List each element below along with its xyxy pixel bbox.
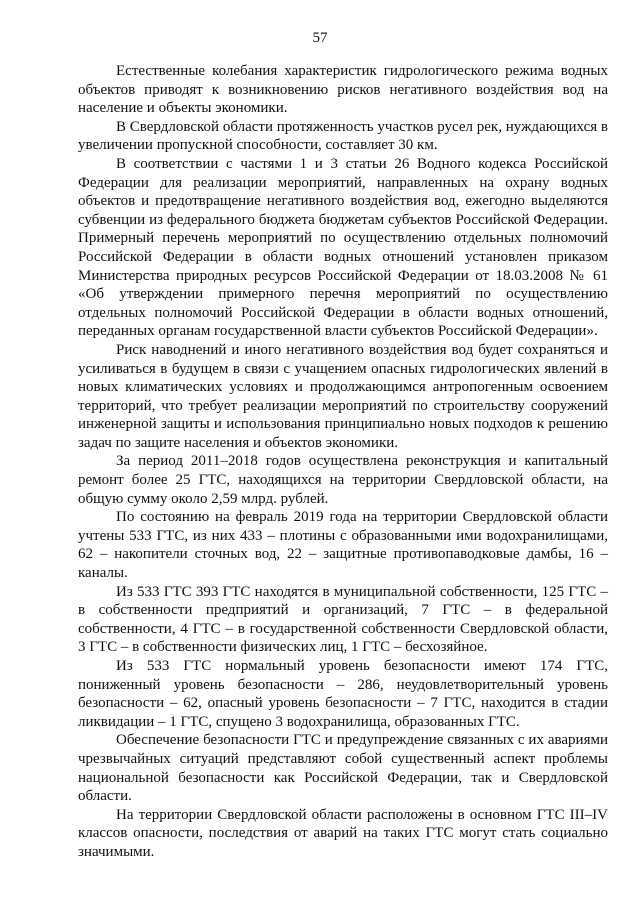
paragraph: В Свердловской области протяженность участков русел рек, нуждающихся в увеличении пропускной способности, составляет 30 км. xyxy=(78,118,608,154)
paragraph: На территории Свердловской области расположены в основном ГТС III–IV классов опасности, последствия от аварий на таких ГТС могут стать социально значимыми. xyxy=(78,806,608,860)
document-body xyxy=(78,62,608,862)
paragraph: Риск наводнений и иного негативного воздействия вод будет сохраняться и усиливаться в будущем в связи с учащением опасных гидрологических явлений в новых климатических условиях и продолжающимся антропогенным освоением территорий, что требует реализации мероприятий по строительству сооружений инженерной защиты и использования принципиально новых подходов к решению задач по защите населения и объектов экономики. xyxy=(78,341,608,451)
paragraph: В соответствии с частями 1 и 3 статьи 26 Водного кодекса Российской Федерации для реализации мероприятий, направленных на охрану водных объектов и предотвращение негативного воздействия вод, ежегодно выделяются субвенции из федерального бюджета бюджетам субъектов Российской Федерации. Примерный перечень мероприятий по осуществлению отдельных полномочий Российской Федерации в области водных отношений установлен приказом Министерства природных ресурсов Российской Федерации от 18.03.2008 № 61 «Об утверждении примерного перечня мероприятий по осуществлению отдельных полномочий Российской Федерации в области водных отношений, переданных органам государственной власти субъектов Российской Федерации». xyxy=(78,155,608,340)
paragraph: По состоянию на февраль 2019 года на территории Свердловской области учтены 533 ГТС, из них 433 – плотины с образованными ими водохранилищами, 62 – накопители сточных вод, 22 – защитные противопаводковые дамбы, 16 – каналы. xyxy=(78,509,608,582)
paragraph: За период 2011–2018 годов осуществлена реконструкция и капитальный ремонт более 25 ГТС, находящихся на территории Свердловской области, на общую сумму около 2,59 млрд. рублей. xyxy=(78,453,608,507)
paragraph: Обеспечение безопасности ГТС и предупреждение связанных с их авариями чрезвычайных ситуаций представляют собой существенный аспект проблемы национальной безопасности как Российской Федерации, так и Свердловской области. xyxy=(78,732,608,805)
paragraph: Естественные колебания характеристик гидрологического режима водных объектов приводят к возникновению рисков негативного воздействия вод на население и объекты экономики. xyxy=(78,63,608,117)
paragraph: Из 533 ГТС нормальный уровень безопасности имеют 174 ГТС, пониженный уровень безопасности – 286, неудовлетворительный уровень безопасности – 62, опасный уровень безопасности – 7 ГТС, находится в стадии ликвидации – 1 ГТС, спущено 3 водохранилища, образованных ГТС. xyxy=(78,658,608,730)
paragraph: Из 533 ГТС 393 ГТС находятся в муниципальной собственности, 125 ГТС – в собственности предприятий и организаций, 7 ГТС – в федеральной собственности, 4 ГТС – в государственной собственности Свердловской области, 3 ГТС – в собственности физических лиц, 1 ГТС – бесхозяйное. xyxy=(78,583,608,656)
page-number: 57 xyxy=(312,30,328,46)
